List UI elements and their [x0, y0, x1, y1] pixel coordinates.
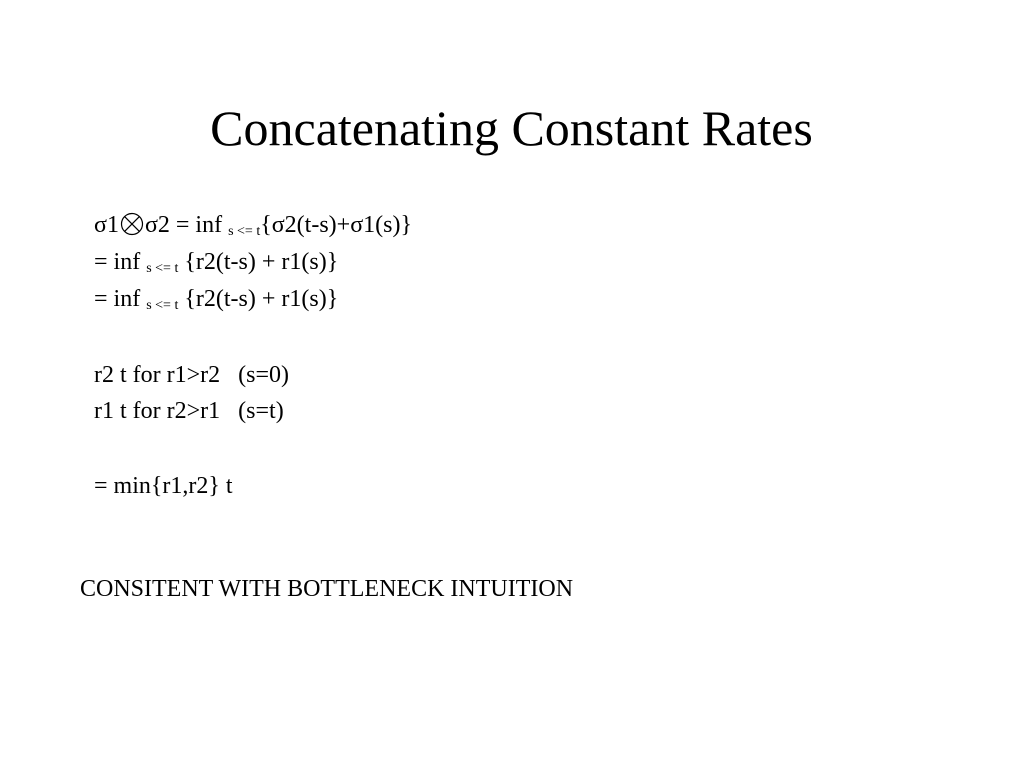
inf-subscript: s <= t — [146, 298, 179, 313]
slide-title: Concatenating Constant Rates — [210, 100, 813, 156]
inf-prefix: = inf — [94, 286, 147, 312]
sigma1-term: σ1 — [94, 212, 119, 238]
circled-times-icon — [120, 212, 144, 236]
inf-argument: {r2(t-s) + r1(s)} — [178, 249, 339, 275]
inf-prefix: = inf — [94, 249, 147, 275]
equation-line-3 — [94, 284, 338, 321]
result-line: = min{r1,r2} t — [94, 473, 233, 499]
inf-argument: {σ2(t-s)+σ1(s)} — [260, 212, 412, 238]
inf-argument: {r2(t-s) + r1(s)} — [178, 286, 339, 312]
inf-subscript: s <= t — [146, 261, 179, 276]
equation-line-1 — [94, 210, 412, 247]
conclusion-text: CONSITENT WITH BOTTLENECK INTUITION — [80, 576, 574, 602]
case-line-1: r2 t for r1>r2 (s=0) — [94, 362, 290, 388]
sigma2-inf-term: σ2 = inf — [144, 212, 229, 238]
inf-subscript: s <= t — [228, 224, 261, 239]
equation-line-2 — [94, 247, 338, 284]
case-line-2: r1 t for r2>r1 (s=t) — [94, 398, 284, 424]
